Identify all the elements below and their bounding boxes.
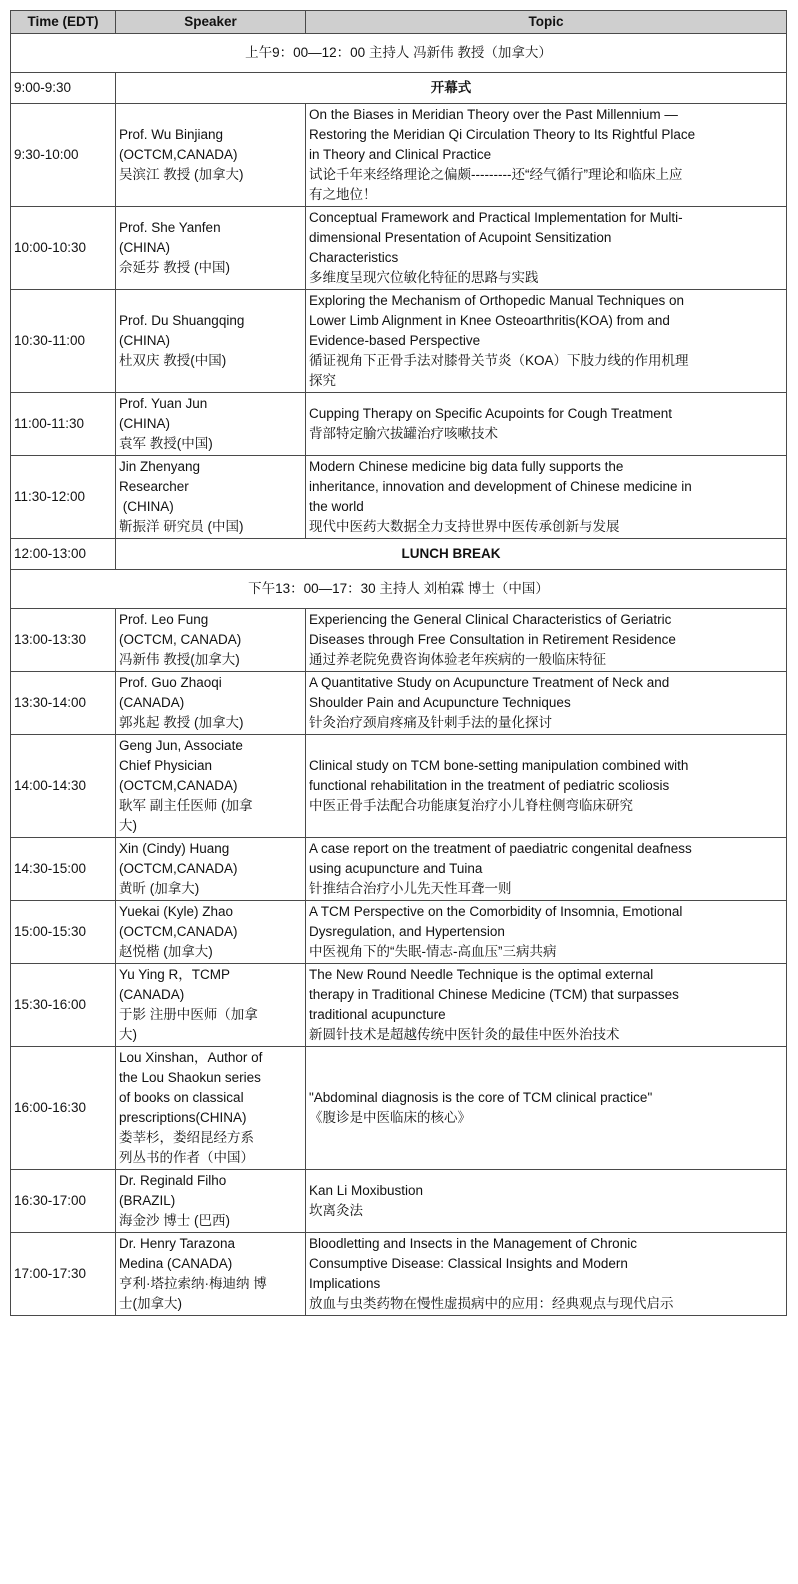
table-row (11, 1170, 787, 1233)
table-row (11, 735, 787, 838)
time-cell: 11:30-12:00 (11, 456, 116, 539)
topic-line: Implications (309, 1276, 381, 1291)
speaker-line: Prof. Guo Zhaoqi (119, 675, 222, 690)
topic-line: using acupuncture and Tuina (309, 861, 483, 876)
table-row (11, 609, 787, 672)
topic-cell (306, 393, 787, 456)
topic-line: in Theory and Clinical Practice (309, 147, 492, 162)
table-row (11, 393, 787, 456)
topic-line: Modern Chinese medicine big data fully supports the (309, 459, 624, 474)
speaker-line: 于影 注册中医师（加拿 (119, 1007, 258, 1022)
table-row (11, 290, 787, 393)
table-row (11, 1233, 787, 1316)
topic-line: 通过养老院免费咨询体验老年疾病的一般临床特征 (309, 652, 606, 667)
topic-line: "Abdominal diagnosis is the core of TCM clinical practice" (309, 1090, 653, 1105)
speaker-line: 杜双庆 教授(中国) (119, 353, 227, 368)
time-cell: 15:30-16:00 (11, 964, 116, 1047)
speaker-line: (CHINA) (119, 333, 170, 348)
speaker-line: (OCTCM, CANADA) (119, 632, 242, 647)
speaker-line: Researcher (119, 479, 189, 494)
speaker-cell (116, 735, 306, 838)
table-row (11, 901, 787, 964)
topic-line: 针灸治疗颈肩疼痛及针刺手法的量化探讨 (309, 715, 552, 730)
topic-line: The New Round Needle Technique is the optimal external (309, 967, 654, 982)
speaker-line: 海金沙 博士 (巴西) (119, 1213, 230, 1228)
speaker-line: (OCTCM,CANADA) (119, 861, 238, 876)
header-time: Time (EDT) (11, 11, 116, 34)
event-row (11, 539, 787, 570)
topic-line: Characteristics (309, 250, 399, 265)
speaker-line: Prof. Leo Fung (119, 612, 209, 627)
topic-line: Lower Limb Alignment in Knee Osteoarthritis(KOA) from and (309, 313, 670, 328)
topic-line: 探究 (309, 373, 336, 388)
header-row (11, 11, 787, 34)
topic-line: 背部特定腧穴拔罐治疗咳嗽技术 (309, 426, 498, 441)
topic-line: 针推结合治疗小儿先天性耳聋一则 (309, 881, 512, 896)
header-topic: Topic (306, 11, 787, 34)
table-row (11, 838, 787, 901)
topic-line: Cupping Therapy on Specific Acupoints for Cough Treatment (309, 406, 672, 421)
topic-line: Bloodletting and Insects in the Management of Chronic (309, 1236, 637, 1251)
speaker-cell (116, 290, 306, 393)
speaker-cell (116, 207, 306, 290)
topic-line: Kan Li Moxibustion (309, 1183, 424, 1198)
time-cell: 15:00-15:30 (11, 901, 116, 964)
speaker-line: 吴滨江 教授 (加拿大) (119, 167, 244, 182)
speaker-line: 赵悦楷 (加拿大) (119, 944, 213, 959)
table-row (11, 456, 787, 539)
speaker-line: 郭兆起 教授 (加拿大) (119, 715, 244, 730)
topic-line: 循证视角下正骨手法对膝骨关节炎（KOA）下肢力线的作用机理 (309, 353, 689, 368)
topic-line: 《腹诊是中医临床的核心》 (309, 1110, 471, 1125)
table-row (11, 1047, 787, 1170)
speaker-cell (116, 1170, 306, 1233)
topic-line: dimensional Presentation of Acupoint Sensitization (309, 230, 612, 245)
speaker-line: Prof. Wu Binjiang (119, 127, 224, 142)
topic-cell (306, 838, 787, 901)
topic-line: Evidence-based Perspective (309, 333, 481, 348)
table-row (11, 964, 787, 1047)
event-row (11, 73, 787, 104)
topic-cell (306, 1047, 787, 1170)
time-cell: 11:00-11:30 (11, 393, 116, 456)
header-speaker: Speaker (116, 11, 306, 34)
speaker-line: prescriptions(CHINA) (119, 1110, 247, 1125)
topic-line: A TCM Perspective on the Comorbidity of Insomnia, Emotional (309, 904, 683, 919)
table-row (11, 672, 787, 735)
speaker-line: 佘延芬 教授 (中国) (119, 260, 230, 275)
topic-line: 中医正骨手法配合功能康复治疗小儿脊柱侧弯临床研究 (309, 798, 633, 813)
speaker-line: (CANADA) (119, 695, 185, 710)
topic-line: 有之地位！ (309, 187, 377, 202)
speaker-line: 袁军 教授(中国) (119, 436, 213, 451)
topic-line: A case report on the treatment of paediatric congenital deafness (309, 841, 692, 856)
speaker-line: Jin Zhenyang (119, 459, 201, 474)
session-header: 上午9：00—12：00 主持人 冯新伟 教授（加拿大） (11, 34, 787, 73)
speaker-line: 大) (119, 818, 137, 833)
topic-line: inheritance, innovation and development of Chinese medicine in (309, 479, 692, 494)
topic-cell (306, 207, 787, 290)
topic-cell (306, 290, 787, 393)
time-cell: 16:00-16:30 (11, 1047, 116, 1170)
time-cell: 10:30-11:00 (11, 290, 116, 393)
topic-line: Consumptive Disease: Classical Insights and Modern (309, 1256, 628, 1271)
speaker-line: Yuekai (Kyle) Zhao (119, 904, 234, 919)
speaker-cell (116, 393, 306, 456)
speaker-line: Lou Xinshan，Author of (119, 1050, 263, 1065)
time-cell: 12:00-13:00 (11, 539, 116, 570)
topic-line: On the Biases in Meridian Theory over the Past Millennium — (309, 107, 678, 122)
topic-cell (306, 672, 787, 735)
speaker-line: 耿军 副主任医师 (加拿 (119, 798, 253, 813)
topic-line: Restoring the Meridian Qi Circulation Theory to Its Rightful Place (309, 127, 696, 142)
time-cell: 9:00-9:30 (11, 73, 116, 104)
speaker-line: 列丛书的作者（中国） (119, 1150, 254, 1165)
speaker-cell (116, 901, 306, 964)
session-header-row (11, 34, 787, 73)
speaker-line: 大) (119, 1027, 137, 1042)
speaker-line: Dr. Henry Tarazona (119, 1236, 236, 1251)
event-title: LUNCH BREAK (116, 539, 787, 570)
topic-line: 坎离灸法 (309, 1203, 363, 1218)
speaker-line: of books on classical (119, 1090, 244, 1105)
speaker-cell (116, 964, 306, 1047)
topic-cell (306, 1170, 787, 1233)
speaker-line: (BRAZIL) (119, 1193, 176, 1208)
speaker-cell (116, 609, 306, 672)
time-cell: 14:00-14:30 (11, 735, 116, 838)
topic-cell (306, 901, 787, 964)
speaker-line: Yu Ying R，TCMP (119, 967, 231, 982)
topic-cell (306, 456, 787, 539)
topic-cell (306, 609, 787, 672)
speaker-line: Chief Physician (119, 758, 213, 773)
speaker-line: Geng Jun, Associate (119, 738, 243, 753)
speaker-line: 靳振洋 研究员 (中国) (119, 519, 244, 534)
schedule-table (10, 10, 787, 1316)
time-cell: 17:00-17:30 (11, 1233, 116, 1316)
topic-line: therapy in Traditional Chinese Medicine (TCM) that surpasses (309, 987, 679, 1002)
speaker-line: Prof. She Yanfen (119, 220, 221, 235)
speaker-line: 亨利·塔拉索纳·梅迪纳 博 (119, 1276, 267, 1291)
speaker-cell (116, 1047, 306, 1170)
topic-line: 放血与虫类药物在慢性虚损病中的应用：经典观点与现代启示 (309, 1296, 674, 1311)
time-cell: 9:30-10:00 (11, 104, 116, 207)
topic-line: 新圆针技术是超越传统中医针灸的最佳中医外治技术 (309, 1027, 620, 1042)
time-cell: 16:30-17:00 (11, 1170, 116, 1233)
speaker-line: 士(加拿大) (119, 1296, 182, 1311)
table-row (11, 207, 787, 290)
topic-line: traditional acupuncture (309, 1007, 446, 1022)
speaker-line: Medina (CANADA) (119, 1256, 233, 1271)
topic-line: Clinical study on TCM bone-setting manipulation combined with (309, 758, 689, 773)
topic-line: 现代中医药大数据全力支持世界中医传承创新与发展 (309, 519, 620, 534)
topic-line: Diseases through Free Consultation in Retirement Residence (309, 632, 676, 647)
topic-cell (306, 104, 787, 207)
speaker-line: (CHINA) (119, 499, 174, 514)
speaker-cell (116, 672, 306, 735)
speaker-cell (116, 838, 306, 901)
speaker-line: Xin (Cindy) Huang (119, 841, 230, 856)
time-cell: 13:30-14:00 (11, 672, 116, 735)
speaker-line: (OCTCM,CANADA) (119, 924, 238, 939)
topic-line: Dysregulation, and Hypertension (309, 924, 505, 939)
speaker-line: Prof. Yuan Jun (119, 396, 208, 411)
speaker-cell (116, 104, 306, 207)
speaker-line: the Lou Shaokun series (119, 1070, 261, 1085)
time-cell: 13:00-13:30 (11, 609, 116, 672)
time-cell: 14:30-15:00 (11, 838, 116, 901)
speaker-cell (116, 1233, 306, 1316)
speaker-line: 黄昕 (加拿大) (119, 881, 200, 896)
speaker-line: Prof. Du Shuangqing (119, 313, 245, 328)
topic-line: 中医视角下的“失眠-情志-高血压”三病共病 (309, 944, 557, 959)
speaker-line: (OCTCM,CANADA) (119, 778, 238, 793)
speaker-line: Dr. Reginald Filho (119, 1173, 227, 1188)
topic-line: Exploring the Mechanism of Orthopedic Manual Techniques on (309, 293, 684, 308)
time-cell: 10:00-10:30 (11, 207, 116, 290)
topic-line: the world (309, 499, 364, 514)
topic-cell (306, 1233, 787, 1316)
speaker-line: (CHINA) (119, 240, 170, 255)
speaker-cell (116, 456, 306, 539)
speaker-line: 冯新伟 教授(加拿大) (119, 652, 240, 667)
session-header: 下午13：00—17：30 主持人 刘柏霖 博士（中国） (11, 570, 787, 609)
speaker-line: (OCTCM,CANADA) (119, 147, 238, 162)
session-header-row (11, 570, 787, 609)
topic-line: 多维度呈现穴位敏化特征的思路与实践 (309, 270, 539, 285)
speaker-line: 娄莘杉，娄绍昆经方系 (119, 1130, 254, 1145)
topic-line: functional rehabilitation in the treatment of pediatric scoliosis (309, 778, 670, 793)
topic-line: Conceptual Framework and Practical Implementation for Multi- (309, 210, 683, 225)
event-title: 开幕式 (116, 73, 787, 104)
speaker-line: (CHINA) (119, 416, 170, 431)
topic-line: A Quantitative Study on Acupuncture Treatment of Neck and (309, 675, 670, 690)
topic-line: 试论千年来经络理论之偏颇---------还“经气循行”理论和临床上应 (309, 167, 683, 182)
topic-line: Experiencing the General Clinical Characteristics of Geriatric (309, 612, 672, 627)
table-row (11, 104, 787, 207)
schedule-body (11, 34, 787, 1316)
topic-cell (306, 735, 787, 838)
topic-line: Shoulder Pain and Acupuncture Techniques (309, 695, 571, 710)
topic-cell (306, 964, 787, 1047)
speaker-line: (CANADA) (119, 987, 185, 1002)
